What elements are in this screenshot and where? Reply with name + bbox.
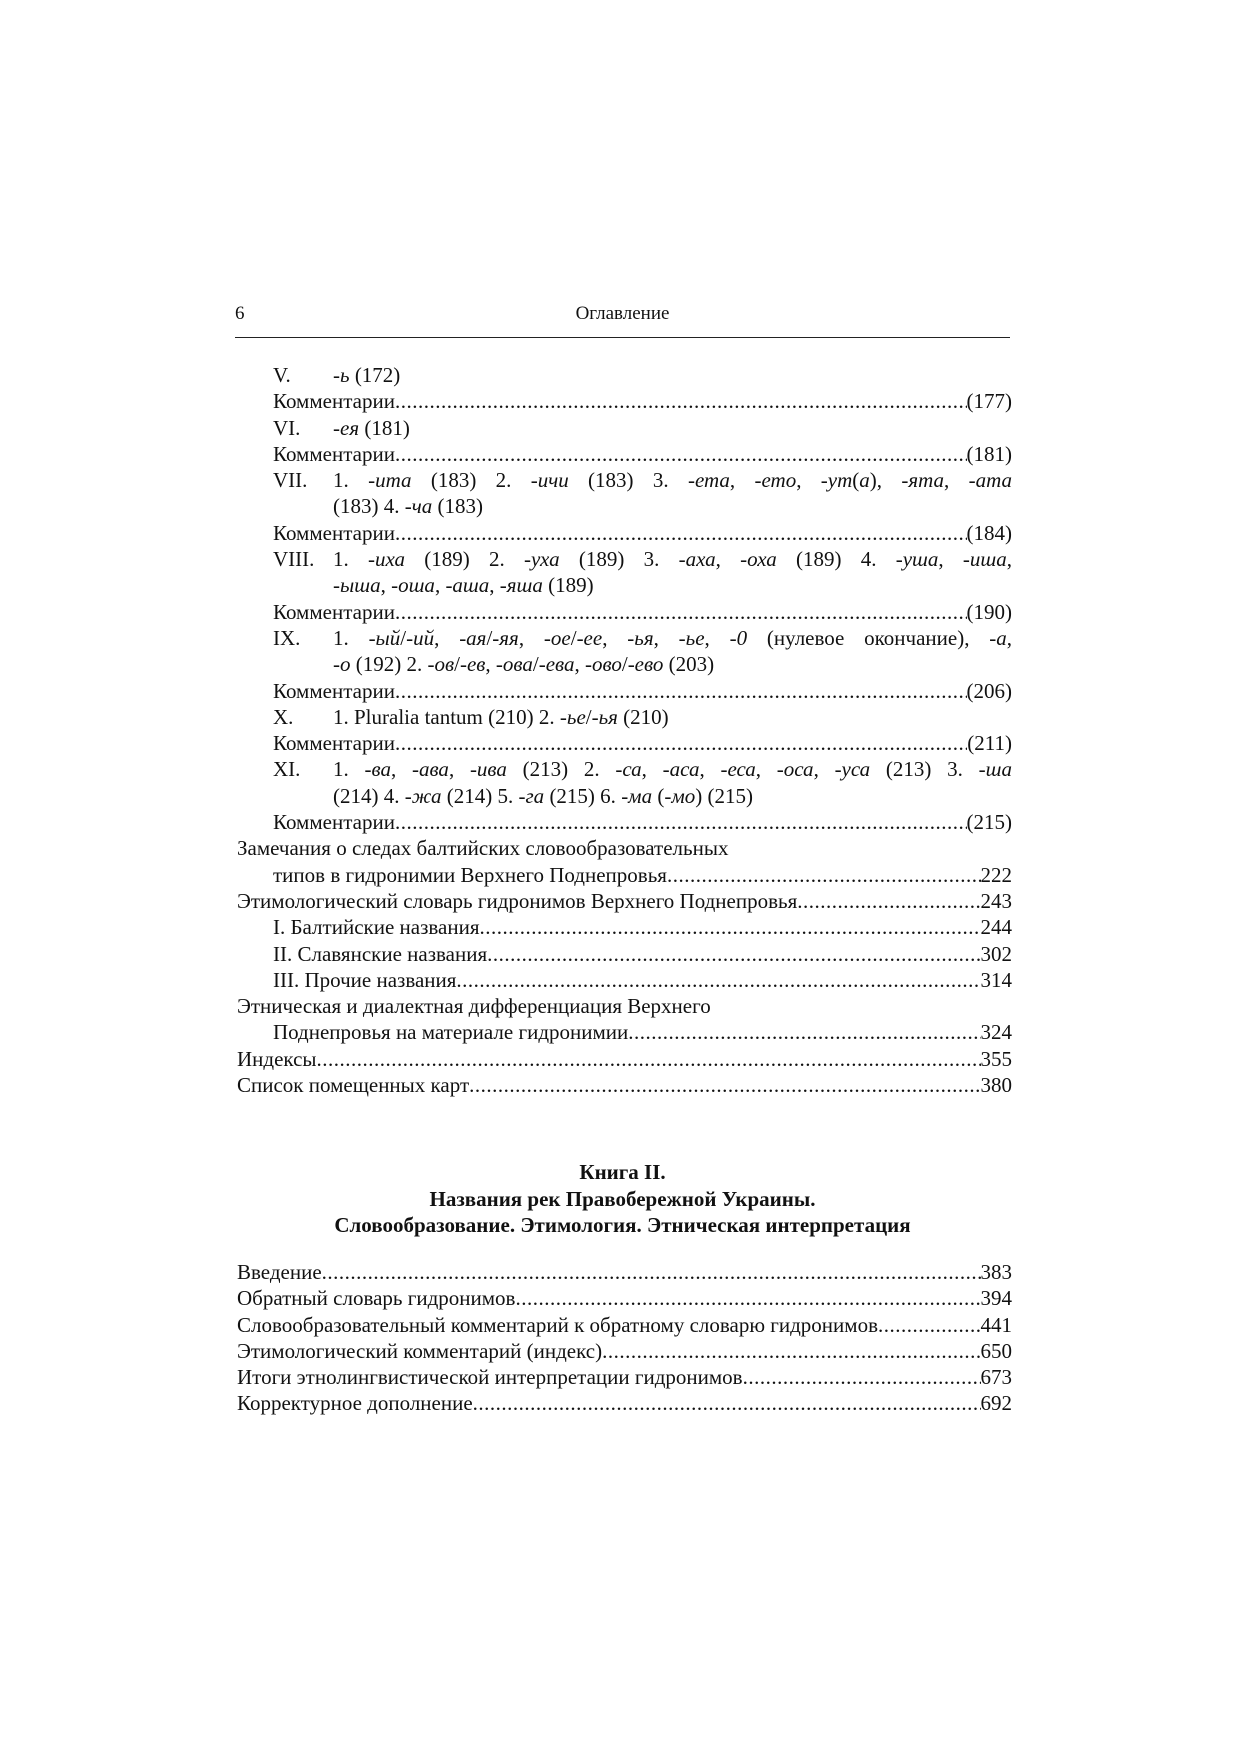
- text-segment: (210): [617, 704, 669, 729]
- ending-form: -жа: [404, 783, 442, 808]
- ending-form: -иша: [962, 547, 1007, 572]
- entry-title: Словообразовательный комментарий к обратному словарю гидронимов: [237, 1312, 878, 1337]
- page-header: [235, 301, 1010, 338]
- toc2-entry[interactable]: [237, 1285, 1012, 1311]
- text-segment: (213) 3.: [870, 757, 979, 782]
- page-ref: 244: [980, 915, 1012, 940]
- page-ref: (211): [967, 731, 1012, 756]
- dot-leader: [487, 941, 980, 967]
- ending-form: -мо: [664, 783, 696, 808]
- section-endings: [333, 625, 1012, 651]
- entry-title: III. Прочие названия: [273, 967, 457, 992]
- book2-heading-line2: Названия рек Правобережной Украины.: [429, 1186, 816, 1211]
- text-segment: (: [852, 468, 860, 493]
- toc-comment-viii[interactable]: [237, 599, 1012, 625]
- dot-leader: [479, 914, 980, 940]
- toc-slavic-names[interactable]: [237, 941, 1012, 967]
- comment-label: Комментарии: [273, 678, 395, 703]
- section-number: IX.: [273, 625, 301, 650]
- ending-form: -ев: [459, 652, 486, 677]
- toc2-entry[interactable]: [237, 1259, 1012, 1285]
- text-segment: (214) 5.: [441, 783, 519, 808]
- dot-leader: [469, 1072, 980, 1098]
- text-segment: ,: [518, 625, 544, 650]
- entry-title: Индексы: [237, 1046, 317, 1071]
- text-segment: ,: [574, 652, 585, 677]
- page-ref: 673: [980, 1365, 1012, 1390]
- ending-form: -ата: [968, 468, 1013, 493]
- text-segment: (189) 4.: [776, 547, 896, 572]
- ending-form: -уса: [834, 757, 871, 782]
- text-segment: ,: [434, 625, 460, 650]
- text-segment: /: [621, 652, 628, 677]
- comment-label: Комментарии: [273, 520, 395, 545]
- entry-title: Этимологический словарь гидронимов Верхнего Поднепровья: [237, 888, 798, 913]
- comment-label: Комментарии: [273, 810, 395, 835]
- page-ref: 692: [980, 1391, 1012, 1416]
- entry-title: Список помещенных карт: [237, 1073, 470, 1098]
- ending-form: -иха: [368, 547, 406, 572]
- toc-section-ix-line1: [237, 625, 1012, 651]
- ending-form: -ья: [591, 704, 618, 729]
- text-segment: ,: [813, 757, 835, 782]
- toc-section-viii-line2: [237, 572, 1012, 598]
- toc2-entry[interactable]: [237, 1338, 1012, 1364]
- ending-form: -ева: [538, 652, 575, 677]
- ending-form: а: [859, 468, 870, 493]
- dot-leader: [628, 1019, 980, 1045]
- ending-form: -ут: [820, 468, 853, 493]
- toc-baltic-remarks-line2[interactable]: [237, 862, 1012, 888]
- toc-comment-vii[interactable]: [237, 520, 1012, 546]
- dot-leader: [395, 678, 967, 704]
- toc-indexes[interactable]: [237, 1046, 1012, 1072]
- text-segment: ,: [489, 573, 500, 598]
- text-segment: /: [400, 625, 407, 650]
- text-segment: ,: [729, 468, 755, 493]
- page-ref: 650: [980, 1338, 1012, 1363]
- ending: -ея: [333, 415, 360, 440]
- entry-title: Итоги этнолингвистической интерпретации гидронимов: [237, 1365, 743, 1390]
- text-segment: (183) 3.: [568, 468, 688, 493]
- ending-form: -га: [518, 783, 545, 808]
- page-ref: 441: [980, 1312, 1012, 1337]
- page-ref: (190): [966, 599, 1012, 624]
- page-number: 6: [235, 303, 245, 324]
- toc-comment-vi[interactable]: [237, 441, 1012, 467]
- dot-leader: [395, 730, 967, 756]
- ending-form: -ита: [368, 468, 412, 493]
- ending-form: -уша: [895, 547, 939, 572]
- text-segment: ,: [485, 652, 496, 677]
- page-ref: (177): [966, 389, 1012, 414]
- toc-comment-v[interactable]: [237, 388, 1012, 414]
- ending: -ь: [333, 363, 350, 387]
- ending-form: -оха: [740, 547, 777, 572]
- toc-section-vi: [237, 415, 1012, 441]
- page-ref: 355: [980, 1046, 1012, 1071]
- page-ref: (181): [966, 441, 1012, 466]
- page-ref: 222: [980, 862, 1012, 887]
- section-number: VI.: [273, 415, 301, 440]
- section-number: VIII.: [273, 547, 315, 572]
- comment-label: Комментарии: [273, 599, 395, 624]
- ending-form: -яша: [499, 573, 543, 598]
- page-ref: (206): [966, 678, 1012, 703]
- dot-leader: [743, 1364, 981, 1390]
- text-segment: ,: [938, 547, 963, 572]
- ending-form: -ето: [754, 468, 797, 493]
- ending-form: -аса: [662, 757, 700, 782]
- text-segment: ,: [1006, 625, 1013, 650]
- ending-form: -ья: [627, 625, 654, 650]
- entry-title: Обратный словарь гидронимов: [237, 1286, 516, 1311]
- page-ref: 302: [980, 941, 1012, 966]
- text-segment: ,: [380, 573, 392, 598]
- text-segment: (183) 2.: [411, 468, 531, 493]
- ending-form: -ва: [364, 757, 391, 782]
- text-segment: 1. Pluralia tantum (210) 2.: [333, 704, 560, 729]
- entry-title: Поднепровья на материале гидронимии: [273, 1020, 629, 1045]
- toc2-entry[interactable]: [237, 1390, 1012, 1416]
- ending-form: -ова: [495, 652, 533, 677]
- section-number: V.: [273, 363, 291, 387]
- section-endings: [333, 756, 1012, 782]
- toc-section-vii-line1: [237, 467, 1012, 493]
- section-endings: [333, 546, 1012, 572]
- dot-leader: [395, 599, 967, 625]
- text-segment: /: [486, 625, 493, 650]
- dot-leader: [473, 1390, 981, 1416]
- ending-form: -са: [615, 757, 642, 782]
- page-ref: 314: [980, 967, 1012, 992]
- ending-form: -ая: [459, 625, 487, 650]
- book2-heading-line3: Словообразование. Этимология. Этническая интерпретация: [334, 1213, 911, 1237]
- text-segment: ,: [699, 757, 721, 782]
- text-segment: (203): [663, 652, 715, 677]
- ending-form: -аха: [678, 547, 716, 572]
- text-segment: ,: [1006, 547, 1012, 572]
- text-segment: (183) 4.: [333, 494, 405, 519]
- ending-form: -ичи: [530, 468, 569, 493]
- toc-section-vii-line2: [237, 493, 1012, 519]
- ending-page: (172): [354, 363, 401, 387]
- text-segment: 1.: [333, 757, 365, 782]
- ending-form: -аша: [445, 573, 490, 598]
- ending-form: -ий: [406, 625, 435, 650]
- page-ref: (215): [966, 810, 1012, 835]
- text-segment: 1.: [333, 468, 369, 493]
- text-segment: ),: [869, 468, 902, 493]
- dot-leader: [395, 441, 967, 467]
- ending-form: -яя: [492, 625, 519, 650]
- text-segment: ,: [641, 757, 663, 782]
- page-ref: 380: [980, 1073, 1012, 1098]
- text-segment: 1.: [333, 625, 369, 650]
- ending-form: -ма: [621, 783, 653, 808]
- text-segment: ,: [704, 625, 730, 650]
- ending-form: -ша: [978, 757, 1012, 782]
- ending-form: -ята: [901, 468, 945, 493]
- text-segment: ,: [602, 625, 628, 650]
- page-ref: 324: [980, 1020, 1012, 1045]
- text-segment: (215) 6.: [544, 783, 622, 808]
- dot-leader: [878, 1312, 981, 1338]
- ending-form: -ча: [404, 494, 433, 519]
- ending-form: -оса: [776, 757, 814, 782]
- entry-title: Введение: [237, 1260, 322, 1284]
- dot-leader: [322, 1259, 981, 1285]
- ending-form: -оша: [391, 573, 435, 598]
- ending-form: -еса: [720, 757, 756, 782]
- toc-comment-x[interactable]: [237, 730, 1012, 756]
- page-ref: 394: [980, 1286, 1012, 1311]
- text-segment: ,: [390, 757, 412, 782]
- text-segment: ,: [796, 468, 821, 493]
- toc2-entry[interactable]: [237, 1312, 1012, 1338]
- book2-heading-line1: Книга II.: [579, 1160, 666, 1184]
- toc-book2: [237, 1259, 1012, 1417]
- dot-leader: [602, 1338, 980, 1364]
- entry-title: II. Славянские названия: [273, 941, 488, 966]
- section-endings: [333, 704, 1012, 730]
- entry-title: I. Балтийские названия: [273, 915, 480, 940]
- toc-comment-xi[interactable]: [237, 809, 1012, 835]
- page-ref: (184): [966, 520, 1012, 545]
- toc-book1: [237, 362, 1012, 1098]
- ending-form: -ье: [559, 704, 586, 729]
- text-segment: (189): [542, 573, 594, 598]
- dot-leader: [395, 388, 967, 414]
- section-number: X.: [273, 704, 294, 729]
- text-segment: ,: [653, 625, 679, 650]
- comment-label: Комментарии: [273, 389, 395, 414]
- toc-section-xi-line2: [237, 783, 1012, 809]
- toc-comment-ix[interactable]: [237, 678, 1012, 704]
- entry-title: Корректурное дополнение: [237, 1391, 473, 1416]
- text-segment: ,: [755, 757, 777, 782]
- text-segment: 1.: [333, 547, 368, 572]
- text-segment: (183): [432, 494, 484, 519]
- text-segment: (нулевое окончание),: [747, 625, 990, 650]
- dot-leader: [317, 1046, 981, 1072]
- toc-other-names[interactable]: [237, 967, 1012, 993]
- dot-leader: [515, 1285, 980, 1311]
- page-ref: 243: [980, 888, 1012, 913]
- dot-leader: [797, 888, 980, 914]
- text-segment: ) (215): [695, 783, 753, 808]
- toc-section-x-line1: [237, 704, 1012, 730]
- toc-ethnic-diff-line1[interactable]: Этническая и диалектная дифференциация Верхнего: [237, 994, 711, 1019]
- text-segment: /: [585, 704, 592, 729]
- book2-heading: [235, 1159, 1010, 1239]
- text-segment: ,: [944, 468, 969, 493]
- ending-form: -ива: [469, 757, 507, 782]
- entry-title: типов в гидронимии Верхнего Поднепровья: [273, 862, 667, 887]
- ending-form: -а: [989, 625, 1007, 650]
- entry-title: Этимологический комментарий (индекс): [237, 1338, 603, 1363]
- running-title: Оглавление: [575, 303, 670, 324]
- ending-page: (181): [364, 415, 410, 440]
- text-segment: /: [570, 625, 577, 650]
- comment-label: Комментарии: [273, 441, 395, 466]
- toc2-entry[interactable]: [237, 1364, 1012, 1390]
- ending-form: -ево: [627, 652, 664, 677]
- text-segment: ,: [434, 573, 446, 598]
- ending-form: -ыша: [333, 573, 381, 598]
- ending-form: -ава: [411, 757, 449, 782]
- text-segment: (189) 3.: [559, 547, 679, 572]
- text-segment: ,: [448, 757, 470, 782]
- text-segment: (213) 2.: [506, 757, 616, 782]
- ending-form: -0: [729, 625, 748, 650]
- ending-form: -ов: [427, 652, 455, 677]
- dot-leader: [456, 967, 980, 993]
- ending-form: -о: [333, 652, 351, 677]
- toc-section-v: [237, 362, 1012, 388]
- text-segment: /: [454, 652, 460, 677]
- ending-form: -ово: [585, 652, 622, 677]
- toc-section-ix-line2: [237, 651, 1012, 677]
- text-segment: ,: [715, 547, 741, 572]
- section-number: VII.: [273, 468, 308, 493]
- ending-form: -ый: [368, 625, 401, 650]
- toc-section-viii-line1: [237, 546, 1012, 572]
- text-segment: (214) 4.: [333, 783, 405, 808]
- toc-baltic-names[interactable]: [237, 914, 1012, 940]
- ending-form: -уха: [524, 547, 560, 572]
- text-segment: (192) 2.: [350, 652, 428, 677]
- ending-form: -ее: [576, 625, 603, 650]
- toc-section-xi-line1: [237, 756, 1012, 782]
- text-segment: /: [532, 652, 539, 677]
- page-ref: 383: [980, 1260, 1012, 1284]
- section-number: XI.: [273, 757, 301, 782]
- toc-etym-dictionary[interactable]: [237, 888, 1012, 914]
- ending-form: -ье: [678, 625, 705, 650]
- dot-leader: [667, 862, 981, 888]
- comment-label: Комментарии: [273, 731, 395, 756]
- dot-leader: [395, 520, 967, 546]
- ending-form: -ета: [687, 468, 730, 493]
- text-segment: (: [652, 783, 665, 808]
- toc-maps-list[interactable]: [237, 1072, 1012, 1098]
- dot-leader: [395, 809, 967, 835]
- toc-baltic-remarks-line1[interactable]: Замечания о следах балтийских словообразовательных: [237, 836, 729, 861]
- section-endings: [333, 467, 1012, 493]
- text-segment: (189) 2.: [405, 547, 525, 572]
- ending-form: -ое: [543, 625, 571, 650]
- toc-ethnic-diff-line2[interactable]: [237, 1019, 1012, 1045]
